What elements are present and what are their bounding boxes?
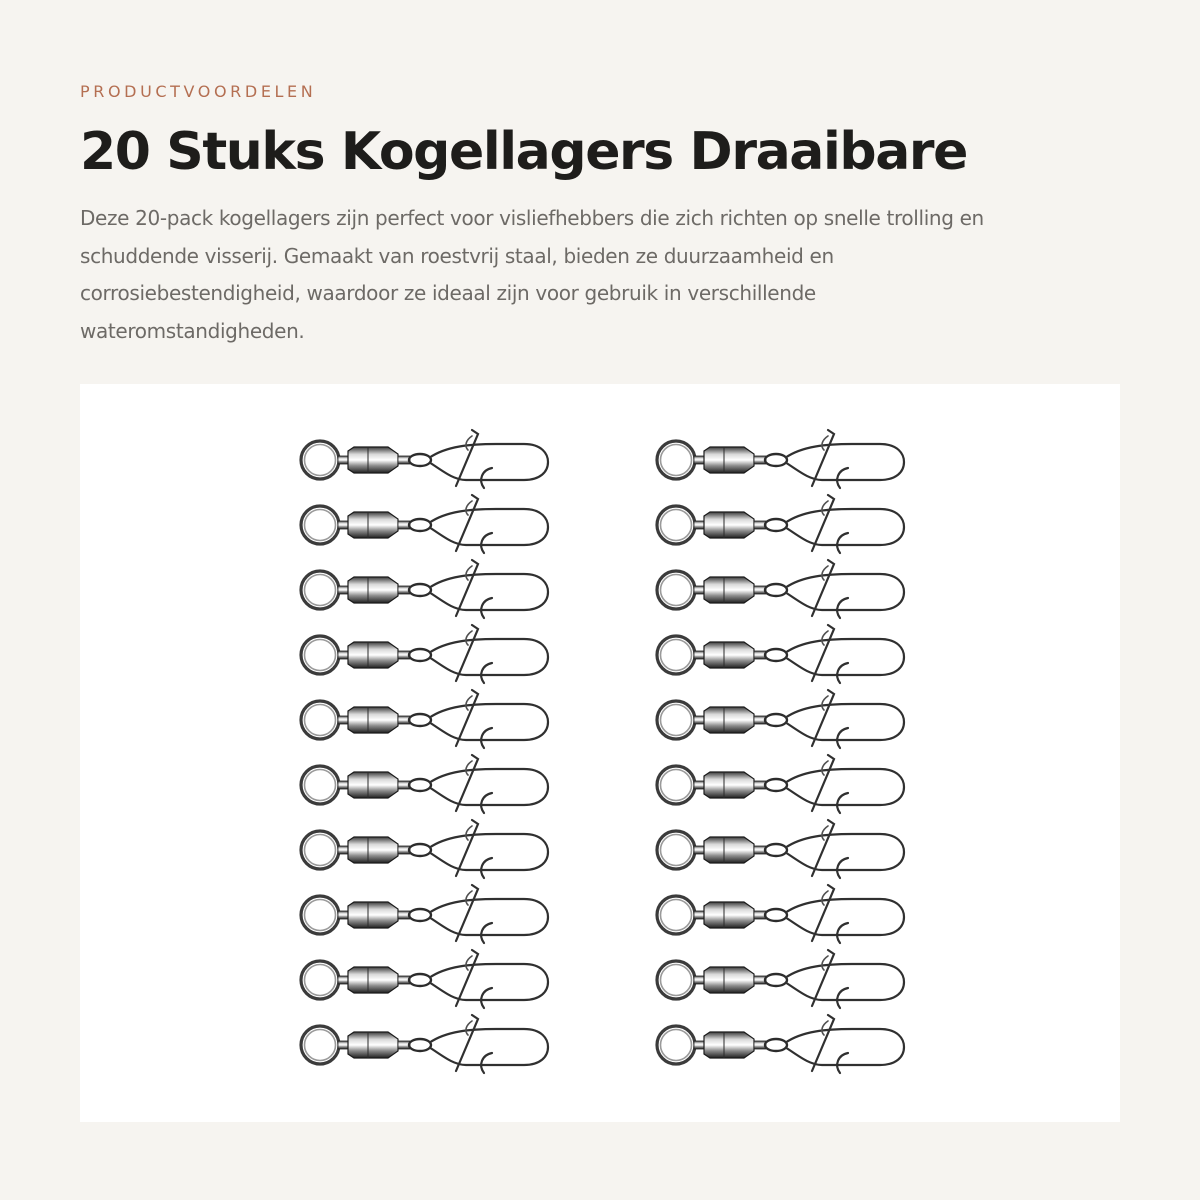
swivel-snap-icon bbox=[657, 430, 904, 488]
swivel-snap-icon bbox=[657, 755, 904, 813]
product-description: Deze 20-pack kogellagers zijn perfect voor visliefhebbers die zich richten op snelle trolling en schuddende visserij. Gemaakt van roestvrij staal, bieden ze duurzaamheid en corrosiebestendigheid, waardoor ze ideaal zijn voor gebruik in verschillende wateromstandigheden. bbox=[80, 206, 984, 343]
swivel-snap-icon bbox=[657, 950, 904, 1008]
swivel-snap-icon bbox=[301, 1015, 548, 1073]
product-title: 20 Stuks Kogellagers Draaibare bbox=[80, 122, 967, 182]
swivel-snap-icon bbox=[301, 950, 548, 1008]
swivel-snap-icon bbox=[657, 820, 904, 878]
swivel-snap-icon bbox=[301, 430, 548, 488]
swivel-snap-icon bbox=[657, 885, 904, 943]
swivel-snap-icon bbox=[301, 625, 548, 683]
swivel-snap-icon bbox=[301, 690, 548, 748]
section-eyebrow: PRODUCTVOORDELEN bbox=[80, 82, 317, 101]
swivel-snap-icon bbox=[301, 885, 548, 943]
swivel-snap-icon bbox=[301, 820, 548, 878]
product-image bbox=[80, 384, 1120, 1122]
swivel-snap-icon bbox=[657, 1015, 904, 1073]
swivel-snap-icon bbox=[301, 495, 548, 553]
swivel-snap-icon bbox=[657, 690, 904, 748]
swivel-snap-icon bbox=[657, 560, 904, 618]
swivel-grid bbox=[80, 384, 1120, 1122]
swivel-snap-icon bbox=[301, 560, 548, 618]
swivel-snap-icon bbox=[657, 495, 904, 553]
swivel-snap-icon bbox=[657, 625, 904, 683]
swivel-snap-icon bbox=[301, 755, 548, 813]
